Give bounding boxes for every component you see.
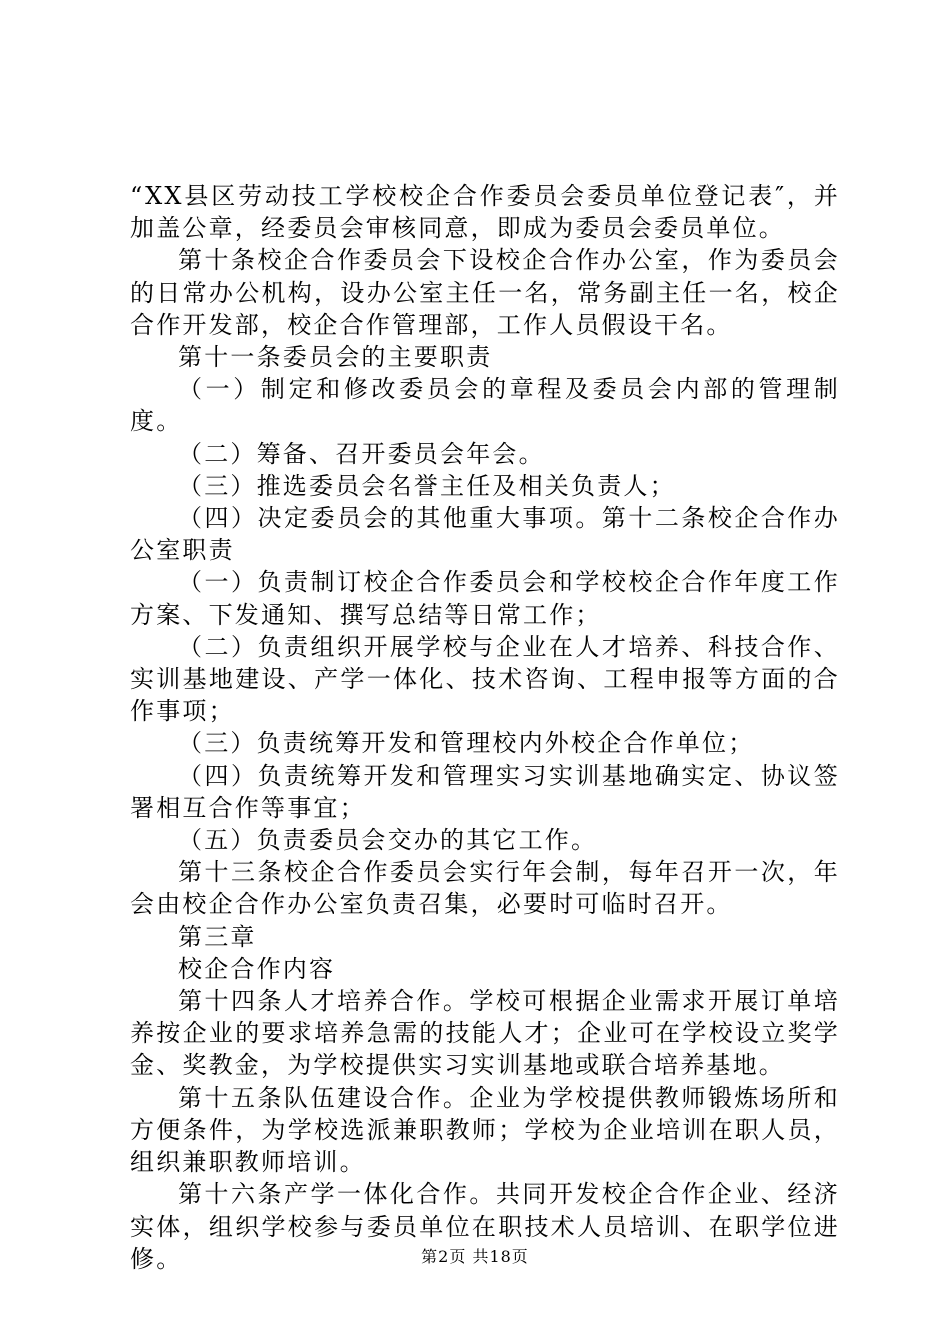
paragraph: 第十五条队伍建设合作。企业为学校提供教师锻炼场所和方便条件，为学校选派兼职教师；学校为企业培训在职人员，组织兼职教师培训。 xyxy=(130,1083,840,1177)
paragraph: 第十条校企合作委员会下设校企合作办公室，作为委员会的日常办公机构，设办公室主任一名，常务副主任一名，校企合作开发部，校企合作管理部，工作人员假设干名。 xyxy=(130,246,840,339)
page-footer xyxy=(0,1244,950,1267)
list-item: （三）负责统筹开发和管理校内外校企合作单位； xyxy=(178,729,755,758)
list-item: （五）负责委员会交办的其它工作。 xyxy=(178,826,598,855)
list-item: （三）推选委员会名誉主任及相关负责人； xyxy=(178,471,676,500)
chapter-heading: 第三章 xyxy=(178,922,257,951)
chapter-title: 校企合作内容 xyxy=(178,954,336,983)
paragraph: 第十六条产学一体化合作。共同开发校企合作企业、经济实体，组织学校参与委员单位在职技术人员培训、在职学位进修。 xyxy=(130,1180,840,1273)
list-item: （四）决定委员会的其他重大事项。第十二条校企合作办公室职责 xyxy=(130,504,840,565)
paragraph: 第十四条人才培养合作。学校可根据企业需求开展订单培养按企业的要求培养急需的技能人才；企业可在学校设立奖学金、奖教金，为学校提供实习实训基地或联合培养基地。 xyxy=(130,987,840,1080)
list-item: （一）负责制订校企合作委员会和学校校企合作年度工作方案、下发通知、撰写总结等日常工作； xyxy=(130,568,840,629)
list-item: （四）负责统筹开发和管理实习实训基地确实定、协议签署相互合作等事宜； xyxy=(130,761,840,822)
section-heading: 第十一条委员会的主要职责 xyxy=(178,343,493,372)
paragraph: 第十三条校企合作委员会实行年会制，每年召开一次，年会由校企合作办公室负责召集，必要时可临时召开。 xyxy=(130,858,840,919)
paragraph: “XX县区劳动技工学校校企合作委员会委员单位登记表″，并加盖公章，经委员会审核同意，即成为委员会委员单位。 xyxy=(130,182,840,243)
page-number: 第2页 共18页 xyxy=(421,1247,529,1266)
list-item: （二）筹备、召开委员会年会。 xyxy=(178,439,545,468)
document-body xyxy=(130,180,840,1275)
list-item: （二）负责组织开展学校与企业在人才培养、科技合作、实训基地建设、产学一体化、技术咨询、工程申报等方面的合作事项； xyxy=(130,632,840,726)
list-item: （一）制定和修改委员会的章程及委员会内部的管理制度。 xyxy=(130,375,840,436)
